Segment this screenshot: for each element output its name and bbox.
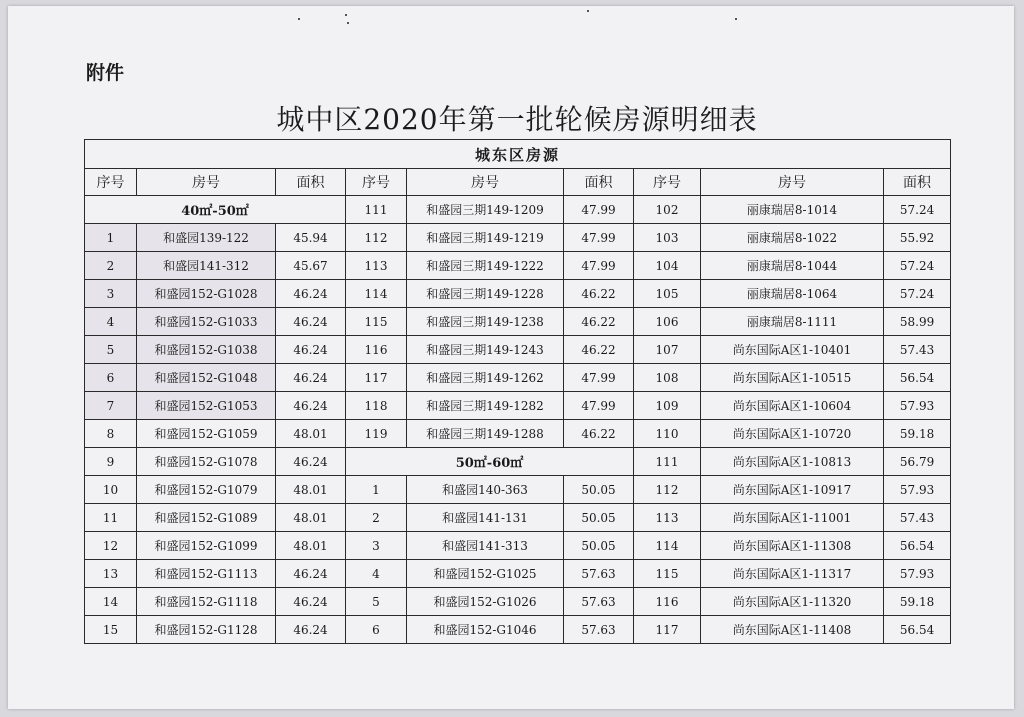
- area-cell: 45.94: [276, 224, 346, 252]
- room-cell: 丽康瑞居8-1111: [701, 308, 884, 336]
- area-cell: 46.22: [564, 280, 634, 308]
- room-cell: 和盛园152-G1028: [137, 280, 276, 308]
- seq-cell: 111: [634, 448, 701, 476]
- area-cell: 57.93: [884, 560, 951, 588]
- scan-speck: [587, 10, 589, 12]
- seq-cell: 106: [634, 308, 701, 336]
- area-cell: 50.05: [564, 532, 634, 560]
- seq-cell: 103: [634, 224, 701, 252]
- seq-cell: 8: [85, 420, 137, 448]
- area-cell: 57.24: [884, 280, 951, 308]
- seq-cell: 105: [634, 280, 701, 308]
- section-label-40-50: 40㎡-50㎡: [85, 196, 346, 224]
- document-title: 城中区2020年第一批轮候房源明细表: [276, 103, 758, 136]
- column-header: 面积: [884, 169, 951, 196]
- table-row: [85, 560, 951, 588]
- area-cell: 57.43: [884, 336, 951, 364]
- seq-cell: 113: [634, 504, 701, 532]
- table-row: [85, 504, 951, 532]
- room-cell: 尚东国际A区1-10604: [701, 392, 884, 420]
- seq-cell: 1: [346, 476, 407, 504]
- area-cell: 46.22: [564, 420, 634, 448]
- room-cell: 和盛园三期149-1209: [407, 196, 564, 224]
- room-cell: 和盛园152-G1078: [137, 448, 276, 476]
- area-cell: 57.43: [884, 504, 951, 532]
- column-header: 面积: [276, 169, 346, 196]
- seq-cell: 116: [634, 588, 701, 616]
- room-cell: 尚东国际A区1-11001: [701, 504, 884, 532]
- seq-cell: 116: [346, 336, 407, 364]
- area-cell: 46.24: [276, 588, 346, 616]
- area-cell: 46.22: [564, 308, 634, 336]
- area-cell: 50.05: [564, 476, 634, 504]
- room-cell: 和盛园152-G1059: [137, 420, 276, 448]
- room-cell: 和盛园三期149-1238: [407, 308, 564, 336]
- seq-cell: 114: [634, 532, 701, 560]
- seq-cell: 15: [85, 616, 137, 644]
- area-cell: 47.99: [564, 392, 634, 420]
- room-cell: 和盛园141-313: [407, 532, 564, 560]
- room-cell: 和盛园152-G1128: [137, 616, 276, 644]
- area-cell: 47.99: [564, 364, 634, 392]
- room-cell: 尚东国际A区1-10515: [701, 364, 884, 392]
- area-cell: 47.99: [564, 196, 634, 224]
- room-cell: 尚东国际A区1-11308: [701, 532, 884, 560]
- seq-cell: 14: [85, 588, 137, 616]
- district-header: 城东区房源: [85, 140, 951, 169]
- seq-cell: 2: [346, 504, 407, 532]
- area-cell: 57.63: [564, 588, 634, 616]
- room-cell: 和盛园152-G1099: [137, 532, 276, 560]
- room-cell: 丽康瑞居8-1014: [701, 196, 884, 224]
- area-cell: 46.24: [276, 308, 346, 336]
- room-cell: 和盛园152-G1048: [137, 364, 276, 392]
- area-cell: 57.93: [884, 476, 951, 504]
- seq-cell: 110: [634, 420, 701, 448]
- area-cell: 59.18: [884, 588, 951, 616]
- seq-cell: 5: [85, 336, 137, 364]
- column-header: 序号: [85, 169, 137, 196]
- area-cell: 57.63: [564, 560, 634, 588]
- column-header: 面积: [564, 169, 634, 196]
- seq-cell: 6: [346, 616, 407, 644]
- area-cell: 57.93: [884, 392, 951, 420]
- table-row: [85, 448, 951, 476]
- table-row: [85, 252, 951, 280]
- room-cell: 尚东国际A区1-11317: [701, 560, 884, 588]
- seq-cell: 11: [85, 504, 137, 532]
- area-cell: 57.24: [884, 252, 951, 280]
- seq-cell: 111: [346, 196, 407, 224]
- room-cell: 和盛园152-G1033: [137, 308, 276, 336]
- seq-cell: 114: [346, 280, 407, 308]
- room-cell: 和盛园三期149-1282: [407, 392, 564, 420]
- column-header: 房号: [407, 169, 564, 196]
- table-row: [85, 364, 951, 392]
- room-cell: 和盛园三期149-1262: [407, 364, 564, 392]
- room-cell: 和盛园152-G1026: [407, 588, 564, 616]
- area-cell: 50.05: [564, 504, 634, 532]
- area-cell: 58.99: [884, 308, 951, 336]
- seq-cell: 104: [634, 252, 701, 280]
- scan-speck: [298, 18, 300, 20]
- room-cell: 尚东国际A区1-10720: [701, 420, 884, 448]
- seq-cell: 1: [85, 224, 137, 252]
- room-cell: 和盛园三期149-1243: [407, 336, 564, 364]
- seq-cell: 4: [346, 560, 407, 588]
- seq-cell: 9: [85, 448, 137, 476]
- column-header: 序号: [346, 169, 407, 196]
- room-cell: 丽康瑞居8-1044: [701, 252, 884, 280]
- area-cell: 46.24: [276, 364, 346, 392]
- area-cell: 46.24: [276, 280, 346, 308]
- room-cell: 和盛园140-363: [407, 476, 564, 504]
- table-row: [85, 420, 951, 448]
- seq-cell: 117: [634, 616, 701, 644]
- room-cell: 和盛园139-122: [137, 224, 276, 252]
- housing-table: [84, 139, 951, 644]
- table-row: [85, 476, 951, 504]
- area-cell: 45.67: [276, 252, 346, 280]
- area-cell: 47.99: [564, 252, 634, 280]
- table-row: [85, 532, 951, 560]
- area-cell: 46.24: [276, 392, 346, 420]
- section-label-50-60: 50㎡-60㎡: [346, 448, 634, 476]
- room-cell: 和盛园三期149-1228: [407, 280, 564, 308]
- table-row: [85, 616, 951, 644]
- seq-cell: 112: [634, 476, 701, 504]
- seq-cell: 117: [346, 364, 407, 392]
- seq-cell: 10: [85, 476, 137, 504]
- area-cell: 56.54: [884, 364, 951, 392]
- room-cell: 丽康瑞居8-1022: [701, 224, 884, 252]
- room-cell: 尚东国际A区1-10401: [701, 336, 884, 364]
- seq-cell: 112: [346, 224, 407, 252]
- room-cell: 尚东国际A区1-10813: [701, 448, 884, 476]
- table-row: [85, 336, 951, 364]
- seq-cell: 107: [634, 336, 701, 364]
- seq-cell: 2: [85, 252, 137, 280]
- room-cell: 丽康瑞居8-1064: [701, 280, 884, 308]
- table-row: [85, 588, 951, 616]
- column-header: 房号: [701, 169, 884, 196]
- area-cell: 48.01: [276, 532, 346, 560]
- room-cell: 和盛园141-131: [407, 504, 564, 532]
- seq-cell: 3: [85, 280, 137, 308]
- room-cell: 和盛园141-312: [137, 252, 276, 280]
- seq-cell: 119: [346, 420, 407, 448]
- area-cell: 57.63: [564, 616, 634, 644]
- area-cell: 46.24: [276, 336, 346, 364]
- scan-speck: [345, 14, 347, 16]
- seq-cell: 4: [85, 308, 137, 336]
- area-cell: 46.24: [276, 560, 346, 588]
- seq-cell: 108: [634, 364, 701, 392]
- table-row: [85, 196, 951, 224]
- attachment-label: 附件: [86, 62, 125, 84]
- room-cell: 和盛园152-G1046: [407, 616, 564, 644]
- seq-cell: 6: [85, 364, 137, 392]
- room-cell: 和盛园152-G1038: [137, 336, 276, 364]
- column-header: 序号: [634, 169, 701, 196]
- room-cell: 和盛园三期149-1222: [407, 252, 564, 280]
- scan-speck: [347, 22, 349, 24]
- seq-cell: 109: [634, 392, 701, 420]
- room-cell: 尚东国际A区1-10917: [701, 476, 884, 504]
- seq-cell: 113: [346, 252, 407, 280]
- seq-cell: 7: [85, 392, 137, 420]
- seq-cell: 13: [85, 560, 137, 588]
- area-cell: 57.24: [884, 196, 951, 224]
- area-cell: 59.18: [884, 420, 951, 448]
- seq-cell: 118: [346, 392, 407, 420]
- room-cell: 和盛园三期149-1288: [407, 420, 564, 448]
- table-row: [85, 280, 951, 308]
- room-cell: 和盛园152-G1079: [137, 476, 276, 504]
- room-cell: 尚东国际A区1-11320: [701, 588, 884, 616]
- room-cell: 和盛园152-G1118: [137, 588, 276, 616]
- room-cell: 尚东国际A区1-11408: [701, 616, 884, 644]
- seq-cell: 12: [85, 532, 137, 560]
- seq-cell: 115: [346, 308, 407, 336]
- room-cell: 和盛园三期149-1219: [407, 224, 564, 252]
- seq-cell: 3: [346, 532, 407, 560]
- area-cell: 48.01: [276, 420, 346, 448]
- room-cell: 和盛园152-G1113: [137, 560, 276, 588]
- area-cell: 47.99: [564, 224, 634, 252]
- room-cell: 和盛园152-G1053: [137, 392, 276, 420]
- table-row: [85, 392, 951, 420]
- seq-cell: 115: [634, 560, 701, 588]
- seq-cell: 102: [634, 196, 701, 224]
- area-cell: 56.54: [884, 616, 951, 644]
- table-row: [85, 308, 951, 336]
- area-cell: 48.01: [276, 476, 346, 504]
- seq-cell: 5: [346, 588, 407, 616]
- area-cell: 56.79: [884, 448, 951, 476]
- area-cell: 55.92: [884, 224, 951, 252]
- area-cell: 46.24: [276, 448, 346, 476]
- area-cell: 46.22: [564, 336, 634, 364]
- table-row: [85, 224, 951, 252]
- column-header: 房号: [137, 169, 276, 196]
- area-cell: 46.24: [276, 616, 346, 644]
- area-cell: 56.54: [884, 532, 951, 560]
- area-cell: 48.01: [276, 504, 346, 532]
- scan-speck: [735, 18, 737, 20]
- room-cell: 和盛园152-G1025: [407, 560, 564, 588]
- room-cell: 和盛园152-G1089: [137, 504, 276, 532]
